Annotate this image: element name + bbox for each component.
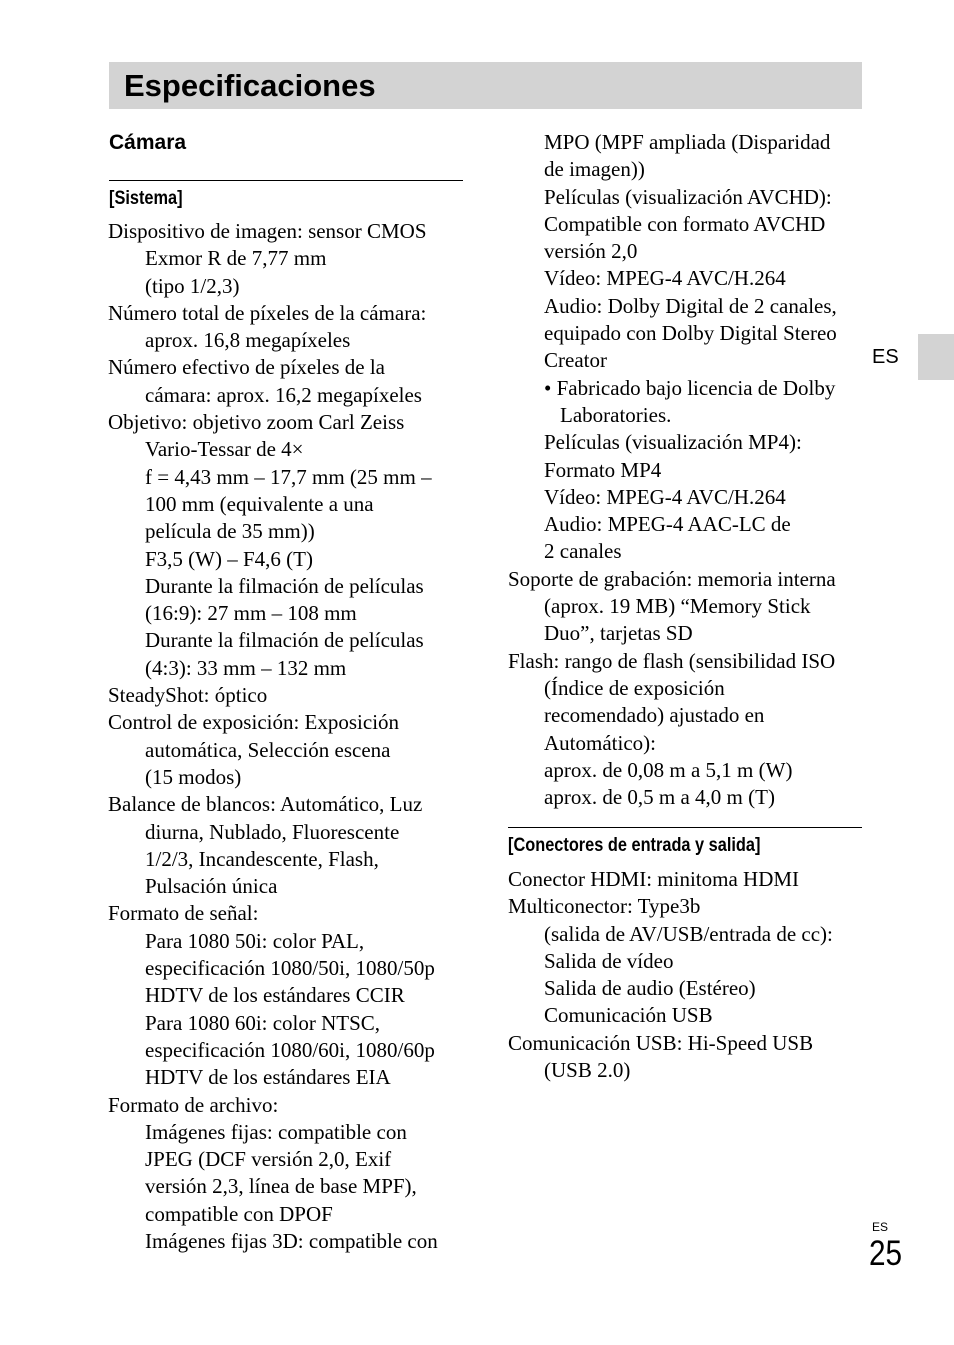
spec-line: HDTV de los estándares CCIR [145,983,405,1008]
spec-line: (16:9): 27 mm – 108 mm [145,601,357,626]
sistema-right-column [508,129,862,811]
spec-line: aprox. de 0,08 m a 5,1 m (W) [544,757,793,782]
spec-line: HDTV de los estándares EIA [145,1065,391,1090]
spec-line: Durante la filmación de películas [145,573,424,598]
spec-line: Para 1080 50i: color PAL, [145,928,365,953]
spec-line: aprox. 16,8 megapíxeles [145,328,351,353]
spec-line: Flash: rango de flash (sensibilidad ISO [508,648,836,673]
spec-line: SteadyShot: óptico [108,683,268,708]
spec-line: Vídeo: MPEG-4 AVC/H.264 [544,266,786,291]
spec-line: Conector HDMI: minitoma HDMI [508,867,800,891]
spec-line: Vario-Tessar de 4× [145,437,304,462]
sistema-left-column [108,218,468,1255]
spec-line: Número total de píxeles de la cámara: [108,300,427,325]
spec-line: (salida de AV/USB/entrada de cc): [544,921,833,946]
spec-line: Compatible con formato AVCHD [544,211,826,236]
spec-line: (aprox. 19 MB) “Memory Stick [544,594,811,619]
spec-line: Control de exposición: Exposición [108,710,400,735]
spec-line: Objetivo: objetivo zoom Carl Zeiss [108,410,405,435]
spec-line: Comunicación USB [544,1003,713,1028]
footer-language: ES [872,1220,889,1234]
spec-line: Salida de audio (Estéreo) [544,976,756,1001]
spec-line: f = 4,43 mm – 17,7 mm (25 mm – [145,464,432,489]
spec-line: (15 modos) [145,764,242,789]
spec-line: versión 2,3, línea de base MPF), [145,1174,417,1199]
spec-line: Dispositivo de imagen: sensor CMOS [108,219,427,243]
spec-line: Creator [544,348,607,373]
page-title: Especificaciones [124,68,376,103]
spec-line: Vídeo: MPEG-4 AVC/H.264 [544,484,786,509]
spec-line: (Índice de exposición [544,675,725,700]
spec-line: (4:3): 33 mm – 132 mm [145,655,347,680]
spec-line: diurna, Nublado, Fluorescente [145,819,400,844]
spec-line: especificación 1080/60i, 1080/60p [145,1037,435,1062]
spec-line: compatible con DPOF [145,1201,333,1226]
spec-line: Películas (visualización AVCHD): [544,184,832,209]
spec-line: especificación 1080/50i, 1080/50p [145,956,435,981]
spec-line: F3,5 (W) – F4,6 (T) [145,546,313,571]
sistema-rule [109,180,463,181]
spec-line: (USB 2.0) [544,1058,631,1083]
spec-line: Duo”, tarjetas SD [544,621,693,646]
spec-line: Laboratories. [560,402,672,427]
spec-line: 100 mm (equivalente a una [145,491,374,516]
spec-line: Audio: Dolby Digital de 2 canales, [544,293,837,318]
spec-line: Automático): [544,730,656,755]
spec-line: Número efectivo de píxeles de la [108,355,385,380]
spec-line: Soporte de grabación: memoria interna [508,566,836,591]
spec-line: Pulsación única [145,874,278,899]
spec-line: • Fabricado bajo licencia de Dolby [544,375,836,400]
language-tab-label: ES [872,346,899,368]
spec-line: automática, Selección escena [145,737,391,762]
sistema-heading: [Sistema] [109,188,183,209]
spec-line: 2 canales [544,539,622,564]
spec-line: Formato MP4 [544,457,662,482]
conectores-rule [508,827,862,828]
conectores-heading: [Conectores de entrada y salida] [508,835,761,856]
spec-line: Salida de vídeo [544,948,674,973]
spec-line: cámara: aprox. 16,2 megapíxeles [145,382,422,407]
spec-line: Audio: MPEG-4 AAC-LC de [544,512,791,537]
spec-line: aprox. de 0,5 m a 4,0 m (T) [544,785,775,810]
spec-line: Multiconector: Type3b [508,894,701,919]
spec-line: equipado con Dolby Digital Stereo [544,321,837,346]
spec-line: Durante la filmación de películas [145,628,424,653]
spec-line: Comunicación USB: Hi-Speed USB [508,1030,814,1055]
spec-line: Imágenes fijas 3D: compatible con [145,1228,438,1253]
spec-line: Imágenes fijas: compatible con [145,1119,407,1144]
section-heading: Cámara [109,131,187,154]
conectores-list [508,866,862,1084]
language-tab [918,334,954,380]
spec-line: Formato de señal: [108,901,259,926]
spec-line: película de 35 mm)) [145,519,315,544]
spec-line: Exmor R de 7,77 mm [145,246,327,271]
spec-line: JPEG (DCF versión 2,0, Exif [145,1147,392,1172]
spec-line: MPO (MPF ampliada (Disparidad [544,130,831,154]
page-number: 25 [869,1234,903,1273]
spec-line: Para 1080 60i: color NTSC, [145,1010,381,1035]
spec-line: versión 2,0 [544,239,638,264]
spec-line: (tipo 1/2,3) [145,273,240,298]
title-bar [109,62,862,109]
spec-line: de imagen)) [544,157,645,182]
spec-line: Balance de blancos: Automático, Luz [108,792,423,817]
spec-line: Formato de archivo: [108,1092,279,1117]
spec-line: Películas (visualización MP4): [544,430,802,455]
spec-line: recomendado) ajustado en [544,703,765,728]
spec-line: 1/2/3, Incandescente, Flash, [145,846,379,871]
